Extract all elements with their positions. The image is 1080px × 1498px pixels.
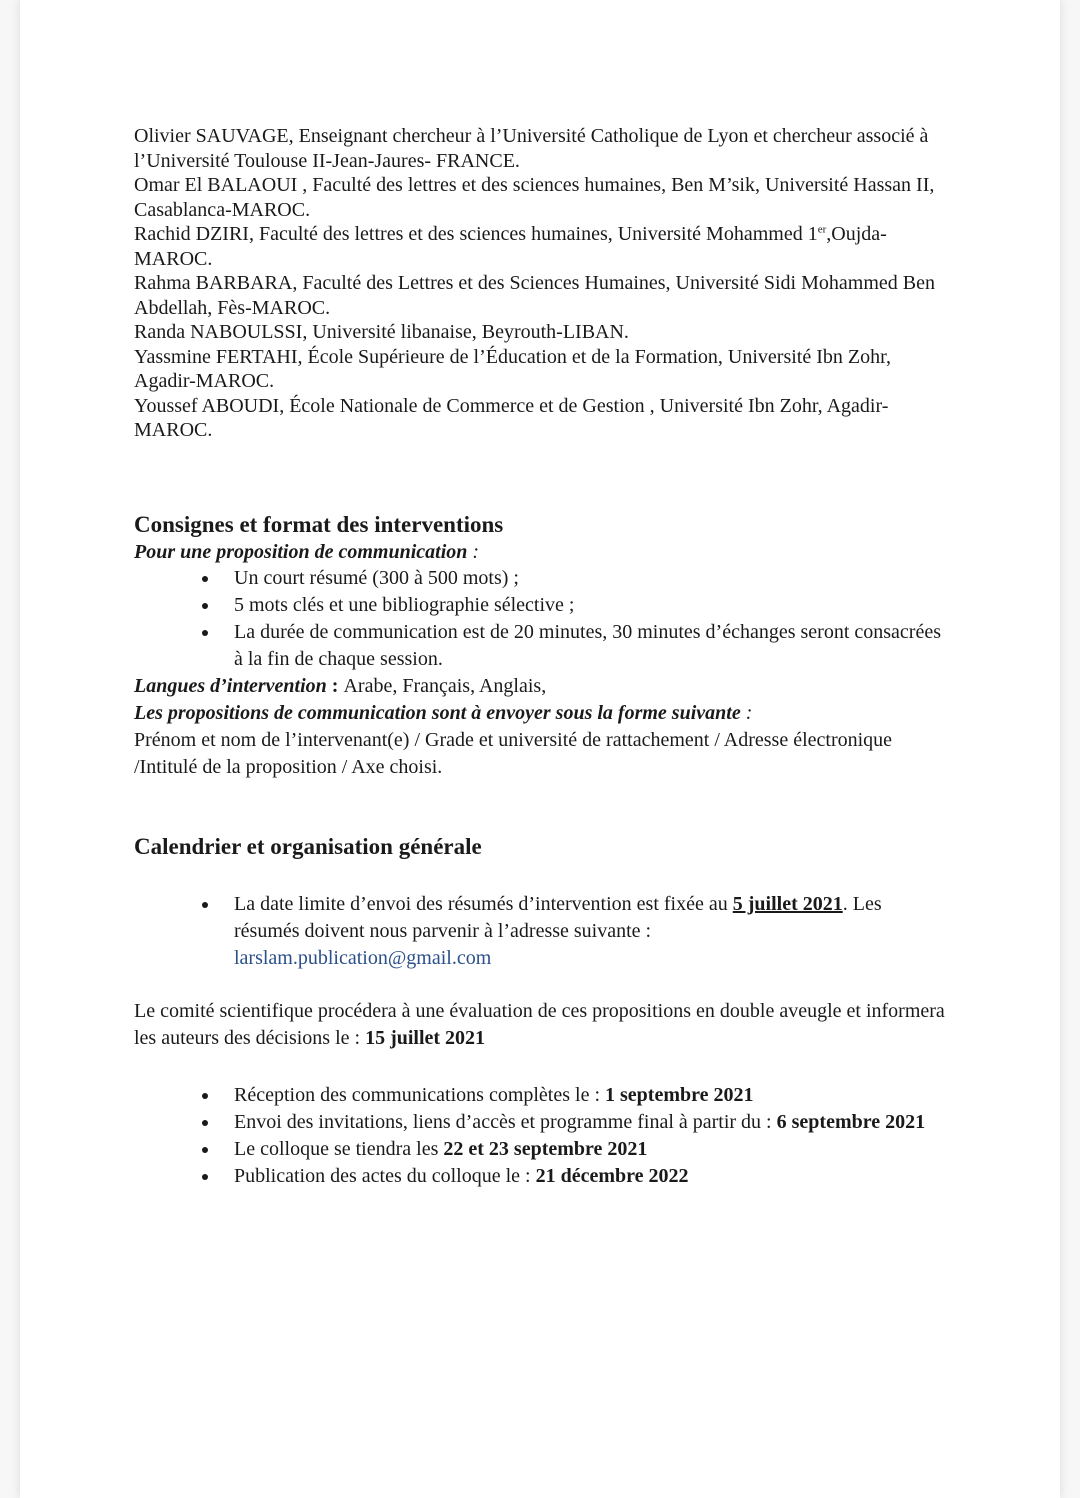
schedule-date: 21 décembre 2022: [535, 1164, 689, 1187]
languages-value: Arabe, Français, Anglais,: [343, 674, 547, 697]
list-item: 5 mots clés et une bibliographie sélective ;: [234, 592, 949, 619]
deadline-list: [134, 891, 949, 972]
committee-list: [134, 124, 949, 443]
schedule-text: Publication des actes du colloque le :: [234, 1164, 536, 1187]
section-title-consignes: Consignes et format des interventions: [134, 511, 504, 537]
committee-member: Omar El BALAOUI , Faculté des lettres et des sciences humaines, Ben M’sik, Université Hassan II, Casablanca-MAROC.: [134, 174, 935, 221]
send-label: Les propositions de communication sont à envoyer sous la forme suivante: [134, 701, 741, 724]
list-item: [234, 1163, 949, 1190]
ordinal-superscript: er: [817, 223, 827, 236]
list-item: [234, 891, 949, 972]
list-item: [234, 1136, 949, 1163]
document-page: [20, 0, 1060, 1498]
list-item: La durée de communication est de 20 minutes, 30 minutes d’échanges seront consacrées à la fin de chaque session.: [234, 619, 949, 673]
contact-email[interactable]: larslam.publication@gmail.com: [234, 946, 492, 969]
list-item: Un court résumé (300 à 500 mots) ;: [234, 565, 949, 592]
schedule-date: 1 septembre 2021: [605, 1083, 754, 1106]
deadline-text: La date limite d’envoi des résumés d’intervention est fixée au: [234, 892, 733, 915]
committee-member: Rahma BARBARA, Faculté des Lettres et des Sciences Humaines, Université Sidi Mohammed Ben Abdellah, Fès-MAROC.: [134, 272, 935, 319]
section-title-calendrier: Calendrier et organisation générale: [134, 833, 482, 859]
proposal-subheading: [134, 539, 949, 565]
committee-member: Olivier SAUVAGE, Enseignant chercheur à l’Université Catholique de Lyon et chercheur associé à l’Université Toulouse II-Jean-Jaures- FRANCE.: [134, 125, 929, 172]
schedule-text: Envoi des invitations, liens d’accès et programme final à partir du :: [234, 1110, 777, 1133]
committee-member: [134, 222, 949, 271]
evaluation-text: Le comité scientifique procédera à une évaluation de ces propositions en double aveugle et informera les auteurs des décisions le :: [134, 999, 945, 1049]
languages-colon: :: [326, 674, 344, 697]
schedule-list: [134, 1082, 949, 1190]
list-item: [234, 1082, 949, 1109]
proposal-requirements-list: [134, 565, 949, 673]
schedule-text: Réception des communications complètes le :: [234, 1083, 606, 1106]
send-format-heading: [134, 700, 949, 727]
languages-line: [134, 673, 949, 700]
committee-member: Youssef ABOUDI, École Nationale de Commerce et de Gestion , Université Ibn Zohr, Agadir-MAROC.: [134, 394, 889, 441]
deadline-text: . Les résumés doivent nous parvenir à l’adresse suivante :: [234, 892, 882, 942]
member-text: Rachid DZIRI, Faculté des lettres et des sciences humaines, Université Mohammed 1: [134, 223, 818, 245]
committee-member: Yassmine FERTAHI, École Supérieure de l’Éducation et de la Formation, Université Ibn Zohr, Agadir-MAROC.: [134, 345, 891, 392]
deadline-date: 5 juillet 2021: [732, 892, 843, 915]
evaluation-date: 15 juillet 2021: [365, 1026, 486, 1049]
committee-member: Randa NABOULSSI, Université libanaise, Beyrouth-LIBAN.: [134, 321, 629, 343]
evaluation-paragraph: [134, 998, 949, 1052]
schedule-date: 22 et 23 septembre 2021: [443, 1137, 648, 1160]
schedule-text: Le colloque se tiendra les: [234, 1137, 444, 1160]
send-format-text: Prénom et nom de l’intervenant(e) / Grade et université de rattachement / Adresse électronique /Intitulé de la proposition / Axe choisi.: [134, 728, 893, 778]
list-item: [234, 1109, 949, 1136]
schedule-date: 6 septembre 2021: [776, 1110, 926, 1133]
member-text: ,Oujda-MAROC.: [134, 223, 887, 270]
proposal-colon: :: [467, 540, 480, 563]
proposal-label: Pour une proposition de communication: [134, 540, 468, 563]
send-colon: :: [740, 701, 753, 724]
languages-label: Langues d’intervention: [134, 674, 327, 697]
page-content: [134, 124, 949, 1190]
